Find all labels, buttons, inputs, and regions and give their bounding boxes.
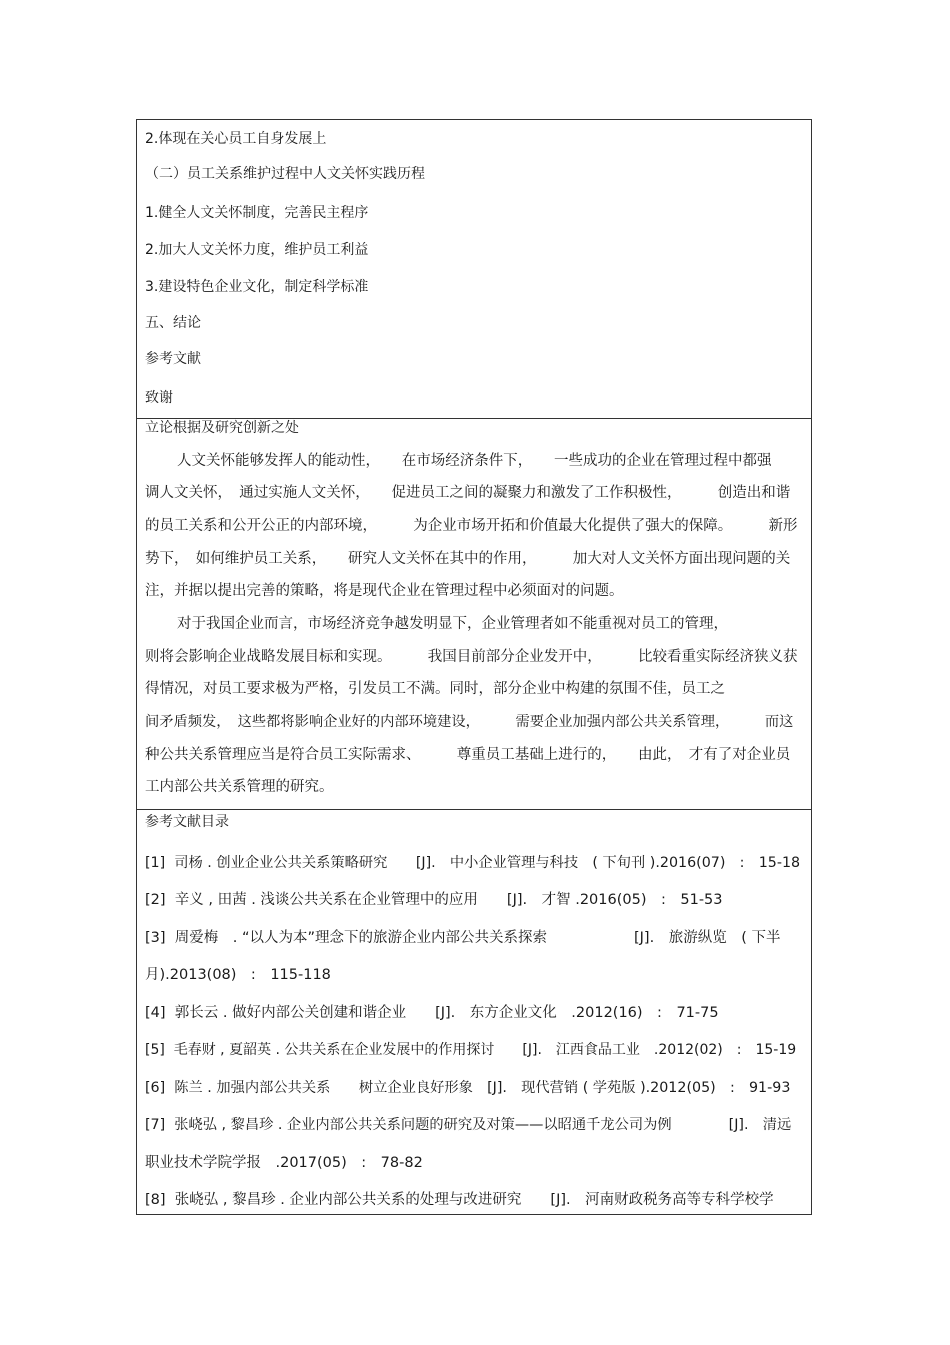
basis-line: 调人文关怀， 通过实施人文关怀， 促进员工之间的凝聚力和激发了工作积极性， 创造出和谐 [145,485,791,501]
reference-item: [3] 周爱梅 . “以人为本”理念下的旅游企业内部公共关系探索 [J]. 旅游纵览 ( 下半 [145,930,781,946]
outline-item: 五、结论 [145,315,201,331]
outline-item: 3.建设特色企业文化，制定科学标准 [145,279,369,295]
basis-line: 间矛盾频发， 这些都将影响企业好的内部环境建设， 需要企业加强内部公共关系管理， 而这 [145,714,794,730]
outline-item: 2.加大人文关怀力度，维护员工利益 [145,242,369,258]
outline-item: 致谢 [145,390,173,406]
reference-item: [2] 辛义 , 田茜 . 浅谈公共关系在企业管理中的应用 [J]. 才智 .2016(05) : 51-53 [145,892,723,908]
references-section [137,810,811,1215]
outline-item: （二）员工关系维护过程中人文关怀实践历程 [145,166,425,182]
basis-line: 的员工关系和公开公正的内部环境， 为企业市场开拓和价值最大化提供了强大的保障。 新形 [145,518,798,534]
outline-item: 2.体现在关心员工自身发展上 [145,131,327,147]
reference-item: [7] 张峣弘 , 黎昌珍 . 企业内部公共关系问题的研究及对策——以昭通千龙公司为例 [J]. 清远 [145,1117,792,1133]
outline-item: 参考文献 [145,351,201,367]
reference-item: [5] 毛春财 , 夏韶英 . 公共关系在企业发展中的作用探讨 [J]. 江西食品工业 .2012(02) : 15-19 [145,1042,797,1058]
reference-item: 月).2013(08) : 115-118 [145,967,331,983]
outline-section [137,120,811,419]
proposal-table [136,119,812,1215]
reference-item: [6] 陈兰 . 加强内部公共关系 树立企业良好形象 [J]. 现代营销 ( 学苑版 ).2012(05) : 91-93 [145,1080,791,1096]
reference-item: 职业技术学院学报 .2017(05) : 78-82 [145,1155,423,1171]
basis-heading: 立论根据及研究创新之处 [145,420,299,436]
basis-line: 注，并据以提出完善的策略，将是现代企业在管理过程中必须面对的问题。 [145,583,624,599]
reference-item: [4] 郭长云 . 做好内部公关创建和谐企业 [J]. 东方企业文化 .2012(16) : 71-75 [145,1005,719,1021]
basis-line: 人文关怀能够发挥人的能动性， 在市场经济条件下， 一些成功的企业在管理过程中都强 [177,453,772,469]
references-heading: 参考文献目录 [145,814,229,830]
basis-line: 势下， 如何维护员工关系， 研究人文关怀在其中的作用， 加大对人文关怀方面出现问题的关 [145,551,791,567]
basis-line: 种公共关系管理应当是符合员工实际需求、 尊重员工基础上进行的， 由此， 才有了对企业员 [145,747,791,763]
basis-line: 对于我国企业而言，市场经济竞争越发明显下，企业管理者如不能重视对员工的管理， [177,616,728,632]
basis-section [137,419,811,810]
reference-item: [8] 张峣弘 , 黎昌珍 . 企业内部公共关系的处理与改进研究 [J]. 河南财政税务高等专科学校学 [145,1192,774,1208]
outline-item: 1.健全人文关怀制度，完善民主程序 [145,205,369,221]
basis-line: 得情况，对员工要求极为严格，引发员工不满。同时，部分企业中构建的氛围不佳，员工之 [145,681,725,697]
basis-line: 则将会影响企业战略发展目标和实现。 我国目前部分企业发开中， 比较看重实际经济狭义获 [145,649,798,665]
basis-line: 工内部公共关系管理的研究。 [145,779,334,795]
reference-item: [1] 司杨 . 创业企业公共关系策略研究 [J]. 中小企业管理与科技 ( 下旬刊 ).2016(07) : 15-18 [145,855,801,871]
